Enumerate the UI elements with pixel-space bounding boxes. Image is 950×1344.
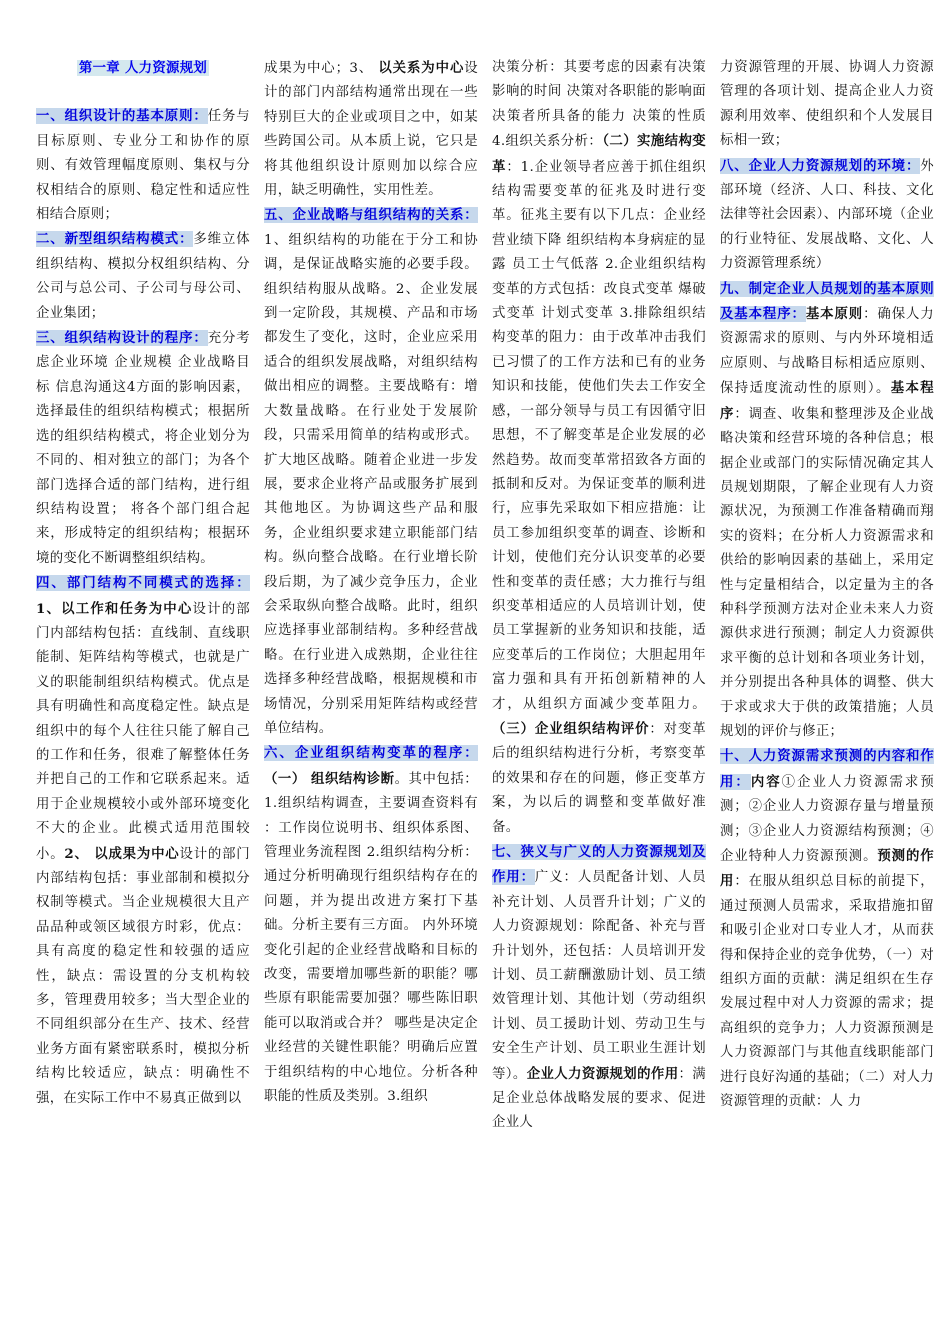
- chapter-title: 第一章 人力资源规划: [78, 60, 208, 76]
- section-7-continued: 力资源管理的开展、协调人力资源管理的各项计划、提高企业人力资源利用效率、使组织和个人发展目标相一致；: [720, 60, 934, 149]
- text-column-4: [720, 56, 934, 1276]
- section-4-continued: 成果为中心；3、 以关系为中心设计的部门内部结构通常出现在一些特别巨大的企业或项目之中，如某些跨国公司。从本质上说，它只是将其他组织设计原则加以综合应用，缺乏明确性，实用性差。: [264, 60, 478, 199]
- text-column-2: [264, 56, 478, 1326]
- section-heading: 二、新型组织结构模式：: [36, 231, 194, 248]
- section-heading: 一、组织设计的基本原则：: [36, 108, 208, 125]
- section-2-new-structure-models: 二、新型组织结构模式：多维立体组织结构、模拟分权组织结构、分公司与总公司、子公司与母公司、企业集团；: [36, 231, 250, 321]
- section-3-design-procedure: 三、组织结构设计的程序：充分考虑企业环境 企业规模 企业战略目标 信息沟通这4方面的影响因素，选择最佳的组织结构模式；根据所选的组织结构模式，将企业划分为不同的、相对独立的部门；为各个部门选择合适的部门结构，进行组织结构设置； 将各个部门组合起来，形成特定的组织结构；根据环境的变化不断调整组织结构。: [36, 330, 250, 566]
- section-10-demand-forecast: 十、人力资源需求预测的内容和作用：内容①企业人力资源需求预测；②企业人力资源存量与增量预测；③企业人力资源结构预测；④企业特种人力资源预测。预测的作用：在服从组织总目标的前提下，通过预测人员需求，采取措施扣留和吸引企业对口专业人才，从而获得和保持企业的竞争优势，（一）对组织方面的贡献：满足组织在生存发展过程中对人力资源的需求；提高组织的竞争力；人力资源预测是人力资源部门与其他直线职能部门进行良好沟通的基础；（二）对人力资源管理的贡献：人 力: [720, 748, 934, 1110]
- text-column-3: [492, 56, 706, 1326]
- section-6-structure-change-procedure: 六、企业组织结构变革的程序：（一） 组织结构诊断。其中包括：1.组织结构调查，主要调查资料有 ：工作岗位说明书、组织体系图、管理业务流程图 2.组织结构分析：通过分析明确现行组织结构存在的问题，并为提出改进方案打下基础。分析主要有三方面。 内外环境变化引起的企业经营战略和目标的改变，需要增加哪些新的职能？哪些原有职能需要加强？哪些陈旧职能可以取消或合并？ 哪些是决定企业经营的关键性职能？明确后应置于组织结构的中心地位。分析各种职能的性质及类别。3.组织: [264, 745, 478, 1105]
- section-heading: 七、狭义与广义的人力资源规划及作用：: [492, 844, 706, 886]
- spacer: [36, 80, 250, 104]
- section-7-hr-planning: 七、狭义与广义的人力资源规划及作用：广义：人员配备计划、人员补充计划、人员晋升计划；广义的人力资源规划：除配备、补充与晋升计划外，还包括：人员培训开发计划、员工薪酬激励计划、员工绩效管理计划、其他计划（劳动组织计划、员工援助计划、劳动卫生与安全生产计划、员工职业生涯计划等）。企业人力资源规划的作用：满足企业总体战略发展的要求、促进企业人: [492, 844, 706, 1131]
- text-column-1: [36, 56, 250, 1276]
- section-heading: 八、企业人力资源规划的环境：: [720, 157, 921, 174]
- section-heading: 九、制定企业人员规划的基本原则及基本程序：: [720, 280, 934, 323]
- section-9-principles-and-procedure: 九、制定企业人员规划的基本原则及基本程序：基本原则：确保人力资源需求的原则、与内外环境相适应原则、与战略目标相适应原则、保持适度流动性的原则）。基本程序：调查、收集和整理涉及企业战略决策和经营环境的各种信息；根据企业或部门的实际情况确定其人员规划期限，了解企业现有人力资源状况，为预测工作准备精确而翔实的资料；在分析人力资源需求和供给的影响因素的基础上，采用定性与定量相结合，以定量为主的各种科学预测方法对企业未来人力资源供求进行预测；制定人力资源供求平衡的总计划和各项业务计划，并分别提出各种具体的调整、供大于求或求大于供的政策措施；人员规划的评价与修正；: [720, 280, 934, 739]
- section-8-planning-environment: 八、企业人力资源规划的环境：外部环境（经济、人口、科技、文化法律等社会因素）、内部环境（企业的行业特征、发展战略、文化、人力资源管理系统）: [720, 157, 934, 272]
- section-heading: 十、人力资源需求预测的内容和作用：: [720, 748, 934, 790]
- section-1-organization-design-principles: 一、组织设计的基本原则：任务与目标原则、专业分工和协作的原则、有效管理幅度原则、集权与分权相结合的原则、稳定性和适应性相结合原则；: [36, 108, 250, 223]
- section-heading: 四、部门结构不同模式的选择：: [36, 575, 250, 592]
- section-heading: 六、企业组织结构变革的程序：: [264, 745, 478, 762]
- section-5-strategy-and-structure: 五、企业战略与组织结构的关系：1、组织结构的功能在于分工和协调，是保证战略实施的必要手段。组织结构服从战略。2、企业发展到一定阶段，其规模、产品和市场都发生了变化，这时，企业应采用适合的组织发展战略，对组织结构做出相应的调整。主要战略有：增大数量战略。在行业处于发展阶段，只需采用简单的结构或形式。扩大地区战略。随着企业进一步发展，要求企业将产品或服务扩展到其他地区。为协调这些产品和服务，企业组织要求建立职能部门结构。纵向整合战略。在行业增长阶段后期，为了减少竞争压力，企业会采取纵向整合战略。此时，组织应选择事业部制结构。多种经营战略。在行业进入成熟期，企业往往选择多种经营战略，根据规模和市场情况，分别采用矩阵结构或经营单位结构。: [264, 207, 478, 736]
- section-heading: 五、企业战略与组织结构的关系：: [264, 207, 478, 224]
- section-6-continued: 决策分析：其要考虑的因素有决策影响的时间 决策对各职能的影响面 决策者所具备的能力 决策的性质 4.组织关系分析：（二）实施结构变革：1.企业领导者应善于抓住组织结构需要变革的征兆及时进行变革。征兆主要有以下几点：企业经营业绩下降 组织结构本身病症的显露 员工士气低落 2.企业组织结构变革的方式包括：改良式变革 爆破式变革 计划式变革 3.排除组织结构变革的阻力：由于改革冲击我们已习惯了的工作方法和已有的业务知识和技能，使他们失去工作安全感，一部分领导与员工有因循守旧思想，不了解变革是企业发展的必然趋势。故而变革常招致各方面的抵制和反对。为保证变革的顺利进行，应事先采取如下相应措施：让员工参加组织变革的调查、诊断和计划，使他们充分认识变革的必要性和变革的责任感；大力推行与组织变革相适应的人员培训计划，使员工掌握新的业务知识和技能，适应变革后的工作岗位；大胆起用年富力强和具有开拓创新精神的人才，从组织方面减少变革阻力。（三）企业组织结构评价：对变革后的组织结构进行分析，考察变革的效果和存在的问题，修正变革方案，为以后的调整和变革做好准备。: [492, 60, 706, 835]
- section-4-department-structure-models: 四、部门结构不同模式的选择：1、以工作和任务为中心设计的部门内部结构包括：直线制、直线职能制、矩阵结构等模式，也就是广义的职能制组织结构模式。优点是具有明确性和高度稳定性。缺点是组织中的每个人往往只能了解自己的工作和任务，很难了解整体任务并把自己的工作和它联系起来。适用于企业规模较小或外部环境变化不大的企业。此模式适用范围较小。2、 以成果为中心设计的部门内部结构包括：事业部制和模拟分权制等模式。当企业规模很大且产品品种或领区域很方时彩，优点：具有高度的稳定性和较强的适应性，缺点：需设置的分支机构较多，管理费用较多；当大型企业的不同组织部分在生产、技术、经营业务方面有紧密联系时，模拟分析结构比较适应，缺点：明确性不强，在实际工作中不易真正做到以: [36, 575, 250, 1106]
- section-heading: 三、组织结构设计的程序：: [36, 330, 208, 347]
